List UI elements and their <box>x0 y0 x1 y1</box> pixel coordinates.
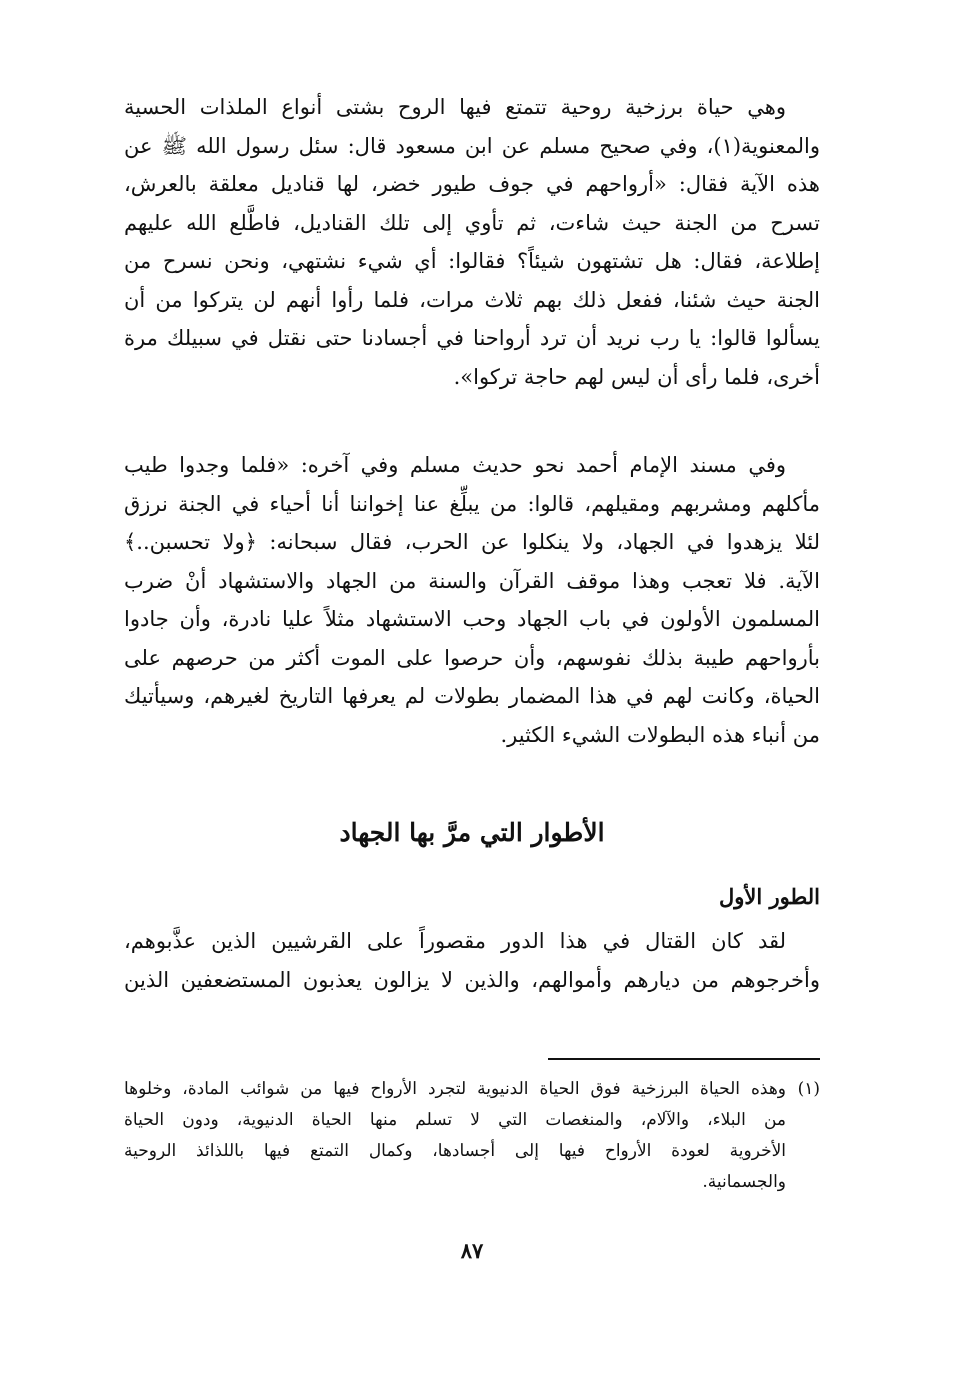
paragraph-3-line-2: وأخرجوهم من ديارهم وأموالهم، والذين لا يزالون يعذبون المستضعفين الذين <box>124 967 820 992</box>
paragraph-3-line-1: لقد كان القتال في هذا الدور مقصوراً على القرشيين الذين عذَّبوهم، <box>124 929 786 953</box>
footnote-line-2: من البلاء، والآلام، والمنغصات التي لا تسلم منها الحياة الدنيوية، ودون الحياة <box>124 1110 786 1130</box>
footnote-line-3: الأخروية لعودة الأرواح فيها إلى أجسادها، وكمال التمتع فيها باللذائذ الروحية <box>124 1141 786 1161</box>
paragraph-2-line-5: المسلمون الأولون في باب الجهاد وحب الاستشهاد مثلاً عليا نادرة، وأن جادوا <box>124 607 820 631</box>
paragraph-2 <box>124 446 820 754</box>
paragraph-1-line-4: تسرح من الجنة حيث شاءت، ثم تأوي إلى تلك القناديل، فاطَّلع الله عليهم <box>124 210 820 235</box>
paragraph-1-line-7: يسألوا قالوا: يا رب نريد أن ترد أرواحنا في أجسادنا حتى نقتل في سبيلك مرة <box>124 326 820 350</box>
footnote-divider <box>548 1058 820 1060</box>
section-heading: الأطوار التي مرَّ بها الجهاد <box>339 818 605 847</box>
paragraph-1-line-3: هذه الآية فقال: «أرواحهم في جوف طيور خضر، لها قناديل معلقة بالعرش، <box>124 172 820 196</box>
paragraph-1-line-5: إطلاعة، فقال: هل تشتهون شيئاً؟ فقالوا: أي شيء نشتهي، ونحن نسرح من <box>124 249 820 273</box>
paragraph-1-line-1: وهي حياة برزخية روحية تتمتع فيها الروح بشتى أنواع الملذات الحسية <box>124 95 786 119</box>
paragraph-1-line-8: أخرى، فلما رأى أن ليس لهم حاجة تركوا». <box>453 364 820 389</box>
page-number: ٨٧ <box>460 1238 484 1263</box>
paragraph-1 <box>124 88 820 396</box>
paragraph-2-line-1: وفي مسند الإمام أحمد نحو حديث مسلم وفي آخره: «فلما وجدوا طيب <box>124 453 786 477</box>
paragraph-1-line-2: والمعنوية(١)، وفي صحيح مسلم عن ابن مسعود قال: سئل رسول الله ﷺ عن <box>124 133 820 158</box>
paragraph-2-line-4: الآية. فلا تعجب وهذا موقف القرآن والسنة من الجهاد والاستشهاد أنْ ضرب <box>124 568 820 593</box>
paragraph-2-line-2: مأكلهم ومشربهم ومقيلهم، قالوا: من يبلِّغ عنا إخواننا أنا أحياء في الجنة نرزق <box>124 491 820 516</box>
footnote-line-1-text: وهذه الحياة البرزخية فوق الحياة الدنيوية لتجرد الأرواح فيها من شوائب المادة، وخلوها <box>124 1079 786 1099</box>
paragraph-2-line-7: الحياة، وكانت لهم في هذا المضمار بطولات لم يعرفها التاريخ لغيرهم، وسيأتيك <box>124 684 820 708</box>
paragraph-2-line-3: لئلا يزهدوا في الجهاد، ولا ينكلوا عن الحرب، فقال سبحانه: ﴿ولا تحسبن..﴾ <box>124 530 820 554</box>
paragraph-2-line-8: من أنباء هذه البطولات الشيء الكثير. <box>500 722 820 747</box>
footnote-line-1 <box>124 1074 820 1105</box>
footnote-line-4: والجسمانية. <box>702 1172 786 1192</box>
footnote-marker: (١) <box>797 1079 820 1099</box>
paragraph-1-line-6: الجنة حيث شئنا، ففعل ذلك بهم ثلاث مرات، فلما رأوا أنهم لن يتركوا من أن <box>124 287 820 312</box>
footnote <box>124 1074 820 1198</box>
paragraph-3 <box>124 922 820 999</box>
subheading: الطور الأول <box>719 884 820 909</box>
book-page <box>124 88 820 1318</box>
paragraph-2-line-6: بأرواحهم طيبة بذلك نفوسهم، وأن حرصوا على الموت أكثر من حرصهم على <box>124 645 820 670</box>
